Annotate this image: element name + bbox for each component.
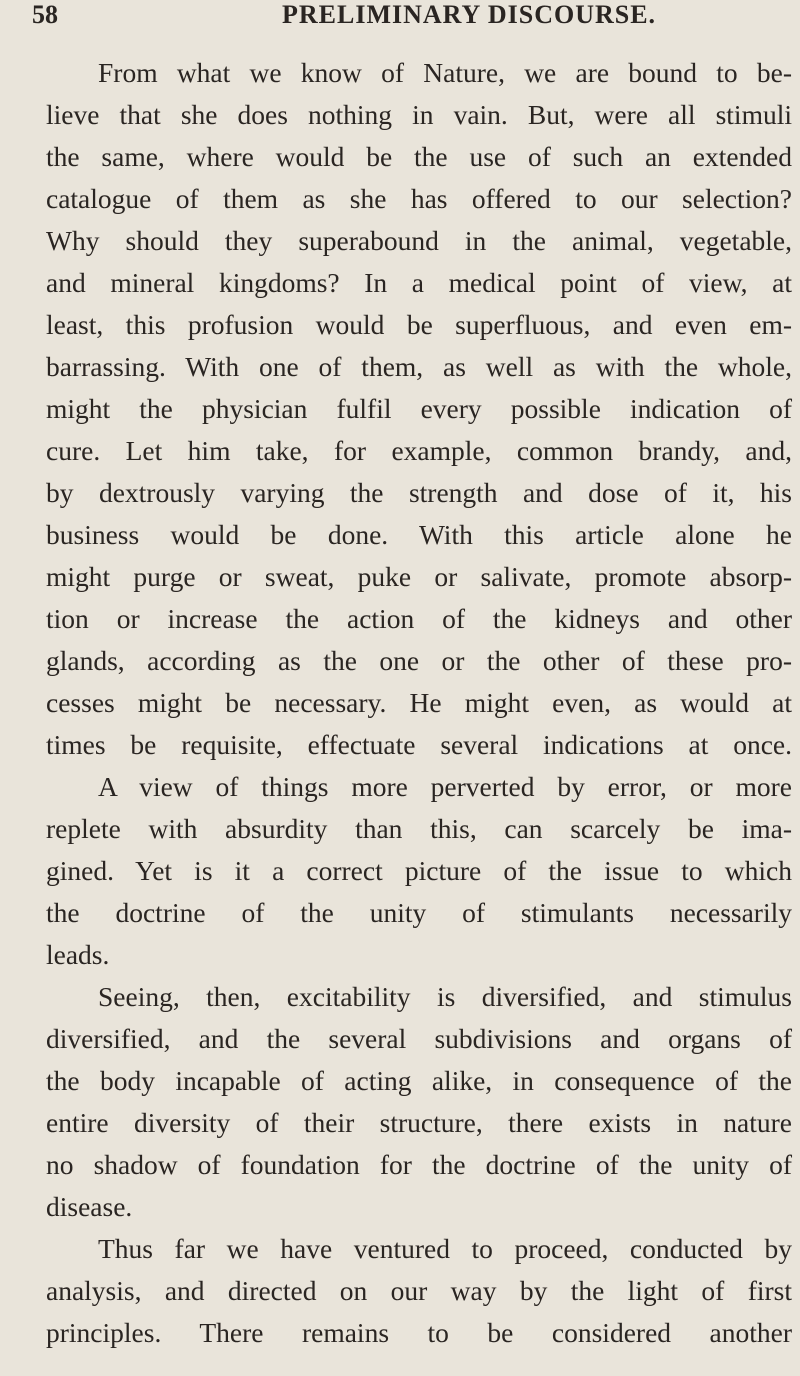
text-line: From what we know of Nature, we are bound to be-	[98, 57, 792, 88]
text-line: entire diversity of their structure, there exists in nature	[46, 1107, 792, 1138]
page-number: 58	[32, 0, 58, 29]
text-line: cure. Let him take, for example, common brandy, and,	[46, 435, 792, 466]
text-line: times be requisite, effectuate several indications at once.	[46, 729, 792, 760]
text-line: Why should they superabound in the animal, vegetable,	[46, 225, 792, 256]
running-title: PRELIMINARY DISCOURSE.	[282, 0, 657, 29]
page-header	[32, 0, 772, 34]
text-line: glands, according as the one or the other of these pro-	[46, 645, 792, 676]
text-line: principles. There remains to be considered another	[46, 1317, 792, 1348]
text-line: and mineral kingdoms? In a medical point of view, at	[46, 267, 792, 298]
text-line: Thus far we have ventured to proceed, conducted by	[98, 1233, 792, 1264]
text-line: diversified, and the several subdivisions and organs of	[46, 1023, 792, 1054]
text-line: might purge or sweat, puke or salivate, promote absorp-	[46, 561, 792, 592]
text-line: gined. Yet is it a correct picture of the issue to which	[46, 855, 792, 886]
text-line: barrassing. With one of them, as well as with the whole,	[46, 351, 792, 382]
text-line: Seeing, then, excitability is diversified, and stimulus	[98, 981, 792, 1012]
text-line: might the physician fulfil every possible indication of	[46, 393, 792, 424]
text-line: the body incapable of acting alike, in consequence of the	[46, 1065, 792, 1096]
text-line: A view of things more perverted by error, or more	[98, 771, 792, 802]
text-line: lieve that she does nothing in vain. But, were all stimuli	[46, 99, 792, 130]
text-line: by dextrously varying the strength and dose of it, his	[46, 477, 792, 508]
text-line: the doctrine of the unity of stimulants necessarily	[46, 897, 792, 928]
text-line: business would be done. With this article alone he	[46, 519, 792, 550]
text-line: least, this profusion would be superfluous, and even em-	[46, 309, 792, 340]
text-line: disease.	[46, 1191, 133, 1222]
text-line: tion or increase the action of the kidneys and other	[46, 603, 792, 634]
text-line: leads.	[46, 939, 110, 970]
text-line: the same, where would be the use of such an extended	[46, 141, 792, 172]
text-line: cesses might be necessary. He might even, as would at	[46, 687, 792, 718]
text-line: no shadow of foundation for the doctrine of the unity of	[46, 1149, 792, 1180]
text-line: analysis, and directed on our way by the light of first	[46, 1275, 792, 1306]
body-text	[46, 52, 792, 1354]
text-line: catalogue of them as she has offered to our selection?	[46, 183, 792, 214]
text-line: replete with absurdity than this, can scarcely be ima-	[46, 813, 792, 844]
